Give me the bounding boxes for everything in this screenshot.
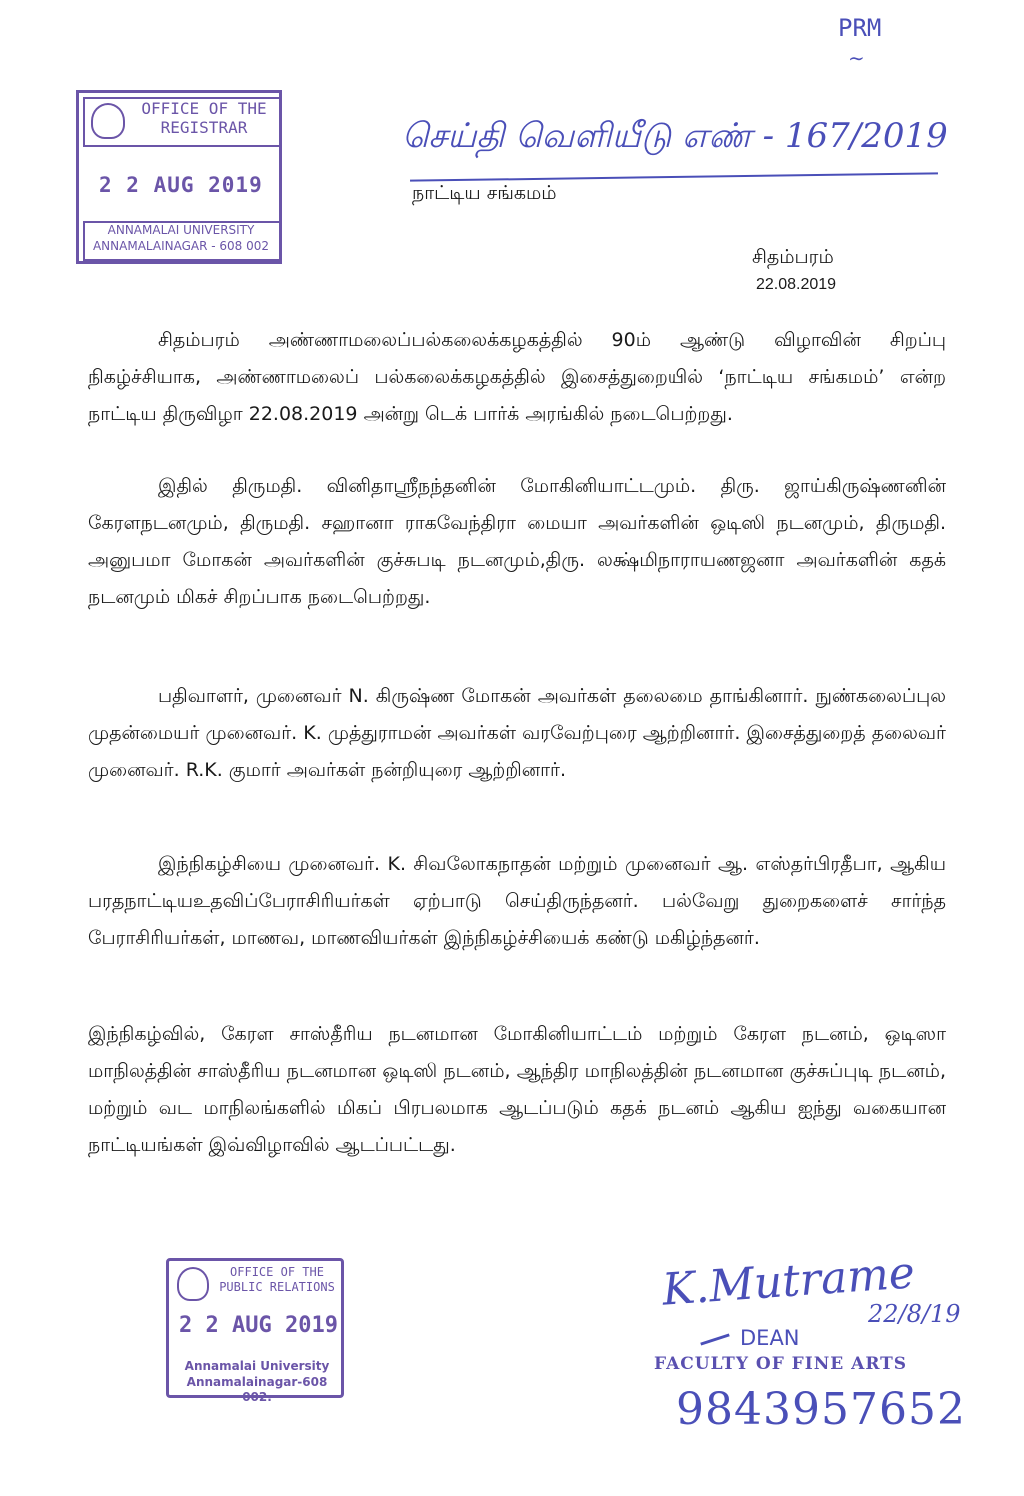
university-seal-icon: [177, 1267, 209, 1301]
paragraph-5: [88, 1016, 946, 1164]
handwritten-corner-note: PRM: [838, 14, 882, 42]
registrar-office-label: OFFICE OF THE REGISTRAR: [141, 99, 267, 137]
public-relations-stamp: [166, 1258, 344, 1404]
dean-signature: K.Mutrame: [660, 1247, 917, 1316]
signature-dash: [700, 1333, 729, 1345]
university-seal-icon: [91, 103, 125, 139]
paragraph-4-text: இந்நிகழ்சியை முனைவர். K. சிவலோகநாதன் மற்றும் முனைவர் ஆ. எஸ்தர்பிரதீபா, ஆகிய பரதநாட்டியஉதவிப்பேராசிரியர்கள் ஏற்பாடு செய்திருந்தனர். பல்வேறு துறைகளைச் சார்ந்த பேராசிரியர்கள், மாணவ, மாணவியர்கள் இந்நிகழ்ச்சியைக் கண்டு மகிழ்ந்தனர்.: [88, 853, 946, 949]
paragraph-4: [88, 846, 946, 957]
pr-town-label: Annamalainagar-608 002.: [186, 1375, 328, 1404]
document-date: 22.08.2019: [756, 276, 837, 293]
pr-university-label: Annamalai University: [184, 1359, 330, 1373]
paragraph-2: [88, 468, 946, 616]
paragraph-3: [88, 678, 946, 789]
paragraph-3-text: பதிவாளர், முனைவர் N. கிருஷ்ண மோகன் அவர்கள் தலைமை தாங்கினார். நுண்கலைப்புல முதன்மையர் முனைவர். K. முத்துராமன் அவர்கள் வரவேற்புரை ஆற்றினார். இசைத்துறைத் தலைவர் முனைவர். R.K. குமார் அவர்கள் நன்றியுரை ஆற்றினார்.: [88, 685, 946, 781]
press-release-number: செய்தி வெளியீடு எண் - 167/2019: [402, 116, 948, 156]
paragraph-5-text: இந்நிகழ்வில், கேரள சாஸ்தீரிய நடனமான மோகினியாட்டம் மற்றும் கேரள நடனம், ஒடிஸா மாநிலத்தின் சாஸ்தீரிய நடனமான ஒடிஸி நடனம், ஆந்திர மாநிலத்தின் நடனமான குச்சுப்புடி நடனம், மற்றும் வட மாநிலங்களில் மிகப் பிரபலமாக ஆடப்படும் கதக் நடனம் ஆகிய ஐந்து வகையான நாட்டியங்கள் இவ்விழாவில் ஆடப்பட்டது.: [88, 1023, 946, 1156]
phone-number: 9843957652: [676, 1384, 966, 1435]
signature-date: 22/8/19: [868, 1300, 961, 1328]
page-title: நாட்டிய சங்கமம்: [412, 182, 557, 204]
release-number-underline: [410, 172, 938, 181]
faculty-title: FACULTY OF FINE ARTS: [654, 1354, 908, 1374]
paragraph-2-text: இதில் திருமதி. வினிதாஶ்ரீநந்தனின் மோகினியாட்டமும். திரு. ஜாய்கிருஷ்ணனின் கேரளநடனமும், திருமதி. சஹானா ராகவேந்திரா மையா அவர்களின் ஒடிஸி நடனமும், திருமதி. அனுபமா மோகன் அவர்களின் குச்சுபடி நடனமும்,திரு. லக்ஷ்மிநாராயணஜனா அவர்களின் கதக் நடனமும் மிகச் சிறப்பாக நடைபெற்றது.: [88, 475, 946, 608]
pr-stamp-date: 2 2 AUG 2019: [179, 1313, 338, 1338]
paragraph-1: [88, 322, 946, 433]
paragraph-1-text: சிதம்பரம் அண்ணாமலைப்பல்கலைக்கழகத்தில் 90ம் ஆண்டு விழாவின் சிறப்பு நிகழ்ச்சியாக, அண்ணாமலைப் பல்கலைக்கழகத்தில் இசைத்துறையில் ‘நாட்டிய சங்கமம்’ என்ற நாட்டிய திருவிழா 22.08.2019 அன்று டெக் பார்க் அரங்கில் நடைபெற்றது.: [88, 329, 946, 425]
handwritten-corner-mark: ∼: [848, 46, 865, 70]
place: சிதம்பரம்: [752, 246, 834, 268]
registrar-stamp-date: 2 2 AUG 2019: [99, 173, 263, 197]
dean-title: DEAN: [740, 1326, 800, 1350]
registrar-stamp: [76, 90, 282, 264]
pr-office-label: OFFICE OF THE PUBLIC RELATIONS: [219, 1265, 335, 1294]
registrar-town-label: ANNAMALAINAGAR - 608 002: [92, 239, 270, 253]
registrar-university-label: ANNAMALAI UNIVERSITY: [107, 223, 255, 237]
